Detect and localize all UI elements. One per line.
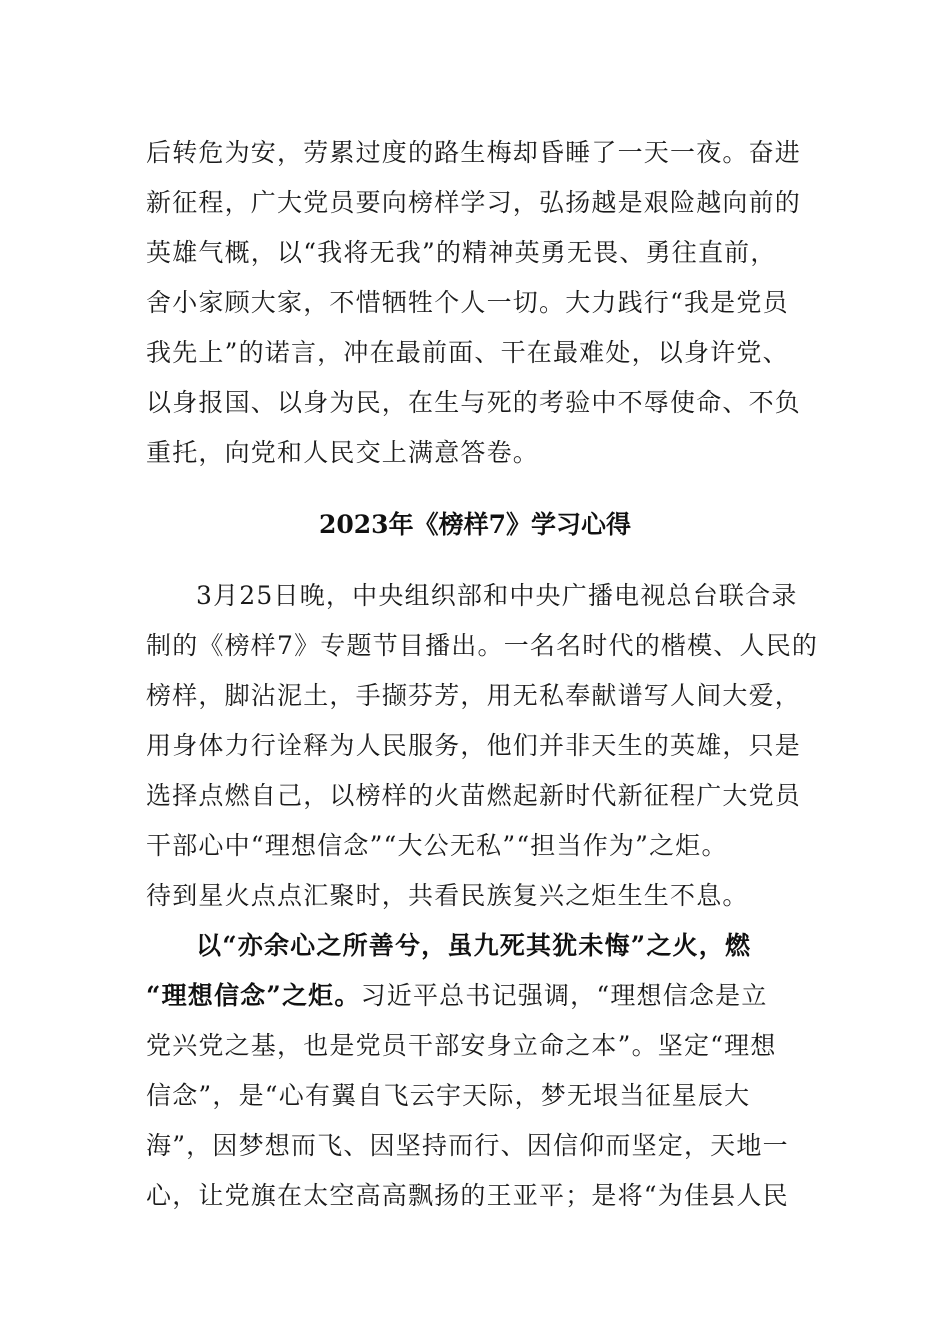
prev-paragraph-line-1: 后转危为安，劳累过度的路生梅却昏睡了一天一夜。奋进 <box>146 138 802 167</box>
paragraph1-line-5: 选择点燃自己，以榜样的火苗燃起新时代新征程广大党员 <box>146 781 802 810</box>
prev-paragraph-line-6: 以身报国、以身为民，在生与死的考验中不辱使命、不负 <box>146 388 802 417</box>
paragraph1-line-6: 干部心中“理想信念”“大公无私”“担当作为”之炬。 <box>146 831 728 860</box>
paragraph2-bold-heading-line-2: “理想信念”之炬。 <box>146 981 361 1010</box>
paragraph2-bold-heading-line-1: 以“亦余心之所善兮，虽九死其犹未悔”之火，燃 <box>196 931 752 960</box>
prev-paragraph-line-7: 重托，向党和人民交上满意答卷。 <box>146 438 540 467</box>
paragraph1-line-3: 榜样，脚沾泥土，手撷芬芳，用无私奉献谱写人间大爱， <box>146 681 802 710</box>
paragraph1-line-4: 用身体力行诠释为人民服务，他们并非天生的英雄，只是 <box>146 731 802 760</box>
paragraph2-line-5: 海”，因梦想而飞、因坚持而行、因信仰而坚定，天地一 <box>146 1131 789 1160</box>
paragraph1-line-7: 待到星火点点汇聚时，共看民族复兴之炬生生不息。 <box>146 881 749 910</box>
paragraph1-line-2: 制的《榜样7》专题节目播出。一名名时代的楷模、人民的 <box>146 631 819 660</box>
article-title: 2023年《榜样7》学习心得 <box>319 510 631 539</box>
paragraph2-line-2 <box>146 976 806 1016</box>
paragraph2-line-3: 党兴党之基，也是党员干部安身立命之本”。坚定“理想 <box>146 1031 777 1060</box>
paragraph2-line-4: 信念”，是“心有翼自飞云宇天际，梦无垠当征星辰大 <box>146 1081 751 1110</box>
prev-paragraph-line-3: 英雄气概，以“我将无我”的精神英勇无畏、勇往直前， <box>146 238 777 267</box>
prev-paragraph-line-4: 舍小家顾大家，不惜牺牲个人一切。大力践行“我是党员 <box>146 288 789 317</box>
paragraph1-line-1: 3月25日晚，中央组织部和中央广播电视总台联合录 <box>196 581 798 610</box>
paragraph2-line-2-rest: 习近平总书记强调，“理想信念是立 <box>360 981 768 1010</box>
prev-paragraph-line-2: 新征程，广大党员要向榜样学习，弘扬越是艰险越向前的 <box>146 188 802 217</box>
prev-paragraph-line-5: 我先上”的诺言，冲在最前面、干在最难处，以身许党、 <box>146 338 789 367</box>
paragraph2-line-6: 心，让党旗在太空高高飘扬的王亚平；是将“为佳县人民 <box>146 1181 789 1210</box>
